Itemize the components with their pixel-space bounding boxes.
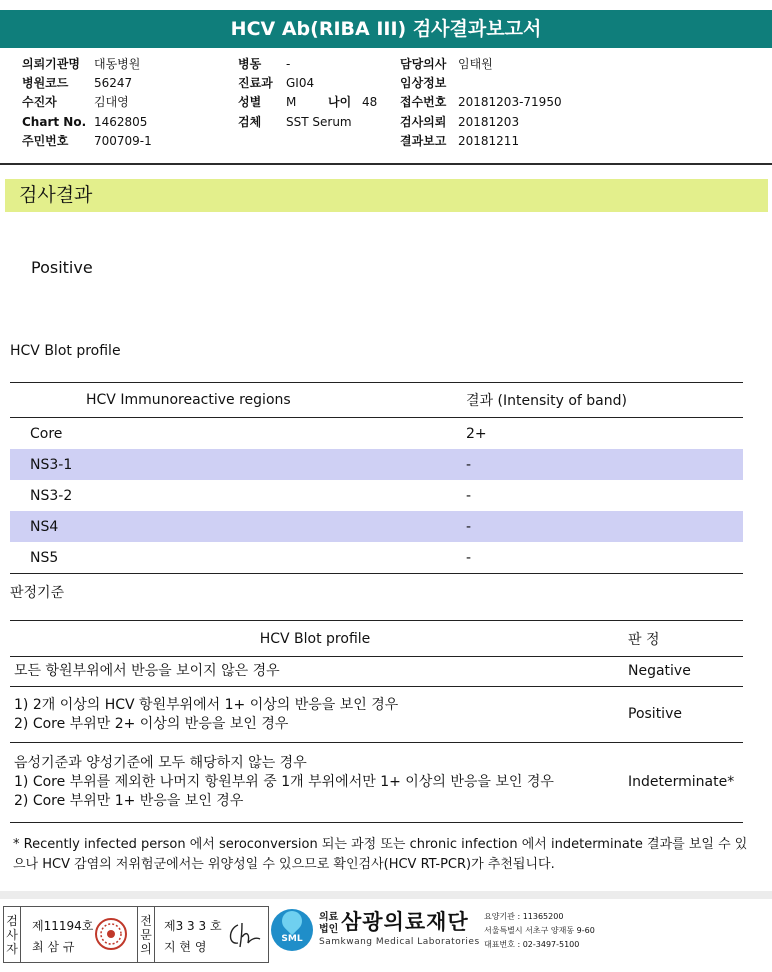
institution-name: 삼광의료재단 xyxy=(341,910,469,934)
result-cell: - xyxy=(465,449,743,480)
column-header: 판 정 xyxy=(620,621,743,657)
info-row xyxy=(22,132,152,150)
result-value: Positive xyxy=(31,258,93,277)
table-row xyxy=(10,542,743,574)
report-title: HCV Ab(RIBA III) 검사결과보고서 xyxy=(0,10,772,48)
inspector-label: 검사자 xyxy=(4,907,21,962)
institution-logo xyxy=(271,904,771,964)
region-cell: Core xyxy=(30,425,63,442)
table-header-row xyxy=(10,383,743,418)
judgement-cell: Negative xyxy=(620,657,743,687)
info-value: GI04 xyxy=(286,76,315,90)
criteria-line: 모든 항원부위에서 반응을 보이지 않은 경우 xyxy=(14,663,280,679)
info-row xyxy=(238,74,314,92)
info-label: 검사의뢰 xyxy=(400,115,447,129)
signature-box xyxy=(3,906,269,963)
info-value: 임태원 xyxy=(458,57,493,71)
info-row xyxy=(238,55,290,73)
info-value: 20181203 xyxy=(458,115,520,129)
result-cell: - xyxy=(465,511,743,542)
inspector-license: 제11194호 xyxy=(32,919,94,933)
info-row xyxy=(400,55,493,73)
info-value: - xyxy=(286,57,291,71)
criteria-table xyxy=(10,620,743,823)
prefix-top: 의료 xyxy=(319,912,339,923)
info-label: 수진자 xyxy=(22,95,57,109)
table-row xyxy=(10,480,743,511)
logo-text: SML xyxy=(281,934,303,944)
criteria-line: 2) Core 부위만 1+ 반응을 보인 경우 xyxy=(14,793,244,809)
blot-profile-table xyxy=(10,382,743,574)
criteria-description xyxy=(10,743,620,823)
table-row xyxy=(10,687,743,743)
column-header: HCV Immunoreactive regions xyxy=(10,383,465,418)
table-row xyxy=(10,418,743,450)
info-label: 검체 xyxy=(238,115,262,129)
criteria-line: 음성기준과 양성기준에 모두 해당하지 않는 경우 xyxy=(14,755,307,771)
region-cell: NS4 xyxy=(10,511,465,542)
result-cell: 2+ xyxy=(466,425,487,442)
info-label: 접수번호 xyxy=(400,95,447,109)
info-row xyxy=(22,93,129,111)
age-value: 48 xyxy=(362,95,378,109)
column-header: 결과 (Intensity of band) xyxy=(465,383,743,418)
info-value: 대동병원 xyxy=(94,57,141,71)
column-header: HCV Blot profile xyxy=(10,621,620,657)
table-row xyxy=(10,511,743,542)
info-label: 주민번호 xyxy=(22,134,69,148)
info-value: 1462805 xyxy=(94,115,148,129)
info-label: 결과보고 xyxy=(400,134,447,148)
info-row xyxy=(400,132,519,150)
info-row xyxy=(22,74,132,92)
institution-code: 요양기관 : 11365200 xyxy=(484,912,564,921)
seal-icon xyxy=(94,917,128,951)
info-label: 담당의사 xyxy=(400,57,447,71)
info-row xyxy=(400,113,519,131)
signature-icon xyxy=(226,919,262,951)
patient-info xyxy=(0,50,772,165)
info-row xyxy=(22,55,140,73)
institution-english-name: Samkwang Medical Laboratories xyxy=(319,937,480,947)
footer-divider xyxy=(0,891,772,899)
table-row xyxy=(10,449,743,480)
info-value: M xyxy=(286,95,297,109)
info-row xyxy=(400,93,562,111)
criteria-caption: 판정기준 xyxy=(10,585,65,601)
footnote: * Recently infected person 에서 seroconversion 되는 과정 또는 chronic infection 에서 indeterminate 결과를 보일 수 있으나 HCV 감염의 저위험군에서는 위양성일 수 있으므로 확인검사(HCV RT-PCR)가 추천됩니다. xyxy=(13,837,748,872)
info-label: 병원코드 xyxy=(22,76,69,90)
result-cell: - xyxy=(465,542,743,574)
judgement-cell: Indeterminate* xyxy=(620,743,743,823)
section-title: 검사결과 xyxy=(5,179,768,212)
region-cell: NS3-2 xyxy=(30,487,73,504)
info-label: Chart No. xyxy=(22,115,87,129)
info-row xyxy=(238,93,377,111)
criteria-description xyxy=(10,687,620,743)
result-cell: - xyxy=(466,487,472,504)
info-value: SST Serum xyxy=(286,115,352,129)
blot-profile-caption: HCV Blot profile xyxy=(10,343,121,359)
info-row xyxy=(238,113,352,131)
criteria-description xyxy=(10,657,620,687)
info-value: 56247 xyxy=(94,76,133,90)
criteria-line: 1) 2개 이상의 HCV 항원부위에서 1+ 이상의 반응을 보인 경우 xyxy=(14,696,399,713)
info-value: 김대영 xyxy=(94,95,129,109)
info-row xyxy=(400,74,458,92)
specialist-license: 제3 3 3 호 xyxy=(164,919,222,933)
specialist-label: 전문의 xyxy=(137,907,155,962)
institution-phone: 대표번호 : 02-3497-5100 xyxy=(484,940,580,949)
institution-prefix xyxy=(319,912,338,936)
header-divider xyxy=(0,163,772,165)
info-value: 20181211 xyxy=(458,134,520,148)
info-value: 20181203-71950 xyxy=(458,95,562,109)
info-label: 의뢰기관명 xyxy=(22,57,80,71)
info-label: 성별 xyxy=(238,95,262,109)
region-cell: NS5 xyxy=(10,542,465,574)
prefix-bottom: 법인 xyxy=(319,924,339,935)
info-value: 700709-1 xyxy=(94,134,152,148)
table-row xyxy=(10,743,743,823)
institution-address: 서울특별시 서초구 양재동 9-60 xyxy=(484,926,595,935)
info-label: 병동 xyxy=(238,57,262,71)
sml-logo-icon xyxy=(271,909,313,951)
table-header-row xyxy=(10,621,743,657)
info-label: 임상정보 xyxy=(400,76,447,90)
region-cell: NS3-1 xyxy=(10,449,465,480)
judgement-cell: Positive xyxy=(620,687,743,743)
specialist-name: 지 현 영 xyxy=(164,940,207,954)
criteria-line: 2) Core 부위만 2+ 이상의 반응을 보인 경우 xyxy=(14,715,289,732)
info-label: 진료과 xyxy=(238,76,273,90)
info-row xyxy=(22,113,147,131)
table-row xyxy=(10,657,743,687)
inspector-name: 최 삼 규 xyxy=(32,940,75,954)
criteria-line: 1) Core 부위를 제외한 나머지 항원부위 중 1개 부위에서만 1+ 이상의 반응을 보인 경우 xyxy=(14,774,554,790)
age-label: 나이 xyxy=(328,95,352,109)
